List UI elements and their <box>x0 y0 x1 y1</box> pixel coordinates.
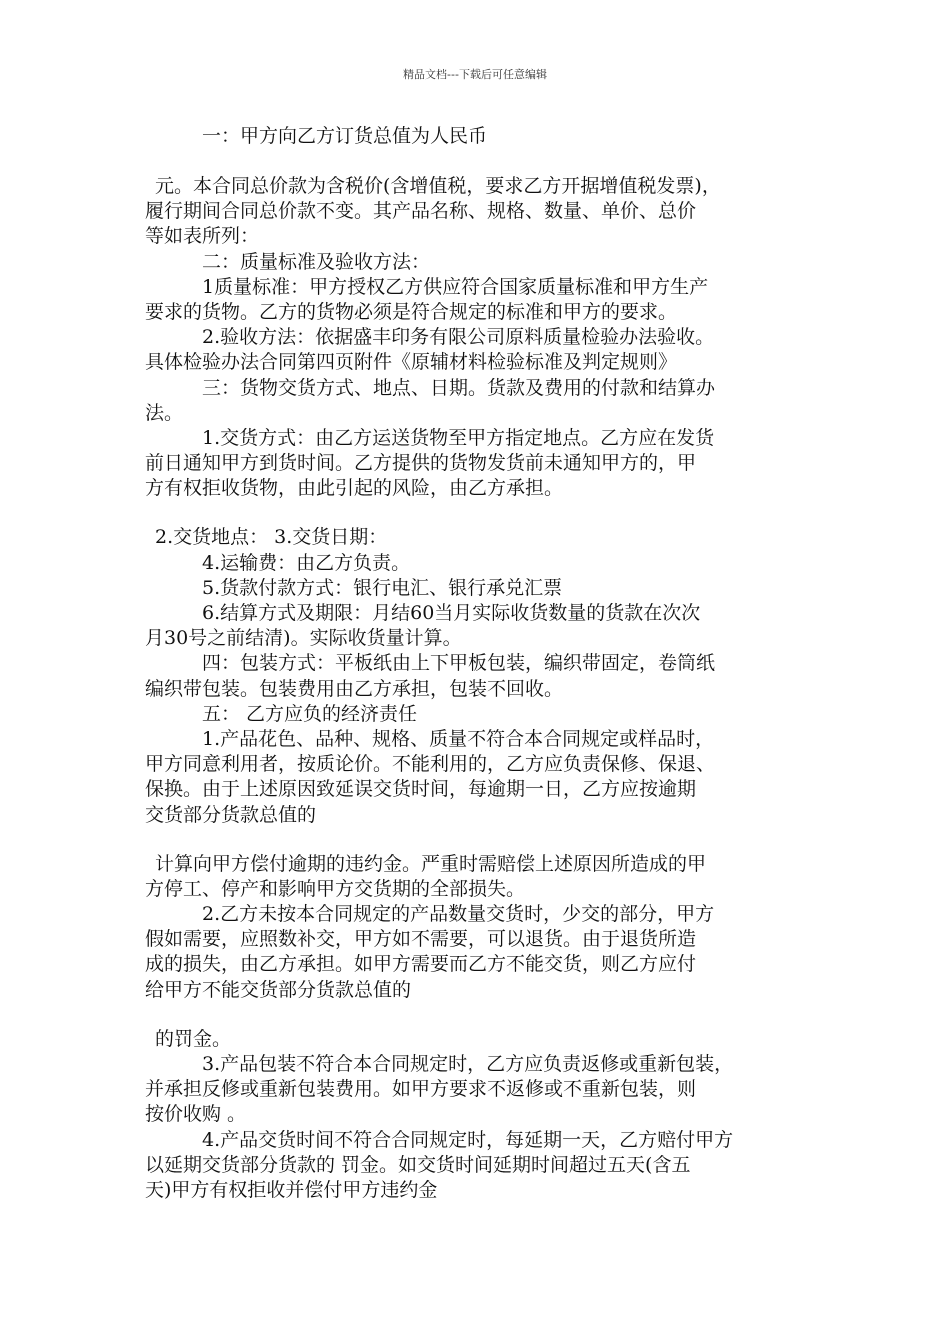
paragraph-line: 并承担反修或重新包装费用。如甲方要求不返修或不重新包装，则 <box>145 1078 697 1101</box>
paragraph-line: 1.交货方式：由乙方运送货物至甲方指定地点。乙方应在发货 <box>202 426 715 449</box>
page-header: 精品文档---下载后可任意编辑 <box>403 68 547 81</box>
paragraph-line: 6.结算方式及期限：月结60当月实际收货数量的货款在次次 <box>202 602 701 624</box>
paragraph-line: 月30号之前结清)。实际收货量计算。 <box>145 627 462 650</box>
paragraph-line: 方停工、停产和影响甲方交货期的全部损失。 <box>145 877 526 900</box>
paragraph-line: 1质量标准：甲方授权乙方供应符合国家质量标准和甲方生产 <box>202 275 709 298</box>
paragraph-line: 保换。由于上述原因致延误交货时间，每逾期一日，乙方应按逾期 <box>145 778 697 801</box>
paragraph-line: 甲方同意利用者，按质论价。不能利用的，乙方应负责保修、保退、 <box>145 753 716 776</box>
paragraph-line: 具体检验办法合同第四页附件《原辅材料检验标准及判定规则》 <box>145 351 678 374</box>
paragraph-line: 4.运输费：由乙方负责。 <box>202 551 411 574</box>
paragraph-line: 2.验收方法：依据盛丰印务有限公司原料质量检验办法验收。 <box>202 326 715 349</box>
section-heading: 四：包装方式：平板纸由上下甲板包装，编织带固定，卷筒纸 <box>202 652 716 675</box>
paragraph-line: 编织带包装。包装费用由乙方承担，包装不回收。 <box>145 677 564 700</box>
section-heading: 三：货物交货方式、地点、日期。货款及费用的付款和结算办 <box>202 376 716 399</box>
paragraph-line: 成的损失，由乙方承担。如甲方需要而乙方不能交货，则乙方应付 <box>145 953 697 976</box>
paragraph-line: 方有权拒收货物，由此引起的风险，由乙方承担。 <box>145 477 564 500</box>
paragraph-line: 2.乙方未按本合同规定的产品数量交货时，少交的部分，甲方 <box>202 903 715 926</box>
paragraph-line: 的罚金。 <box>155 1027 232 1050</box>
paragraph-line: 以延期交货部分货款的 罚金。如交货时间延期时间超过五天(含五 <box>145 1153 691 1176</box>
paragraph-line: 1.产品花色、品种、规格、质量不符合本合同规定或样品时， <box>202 727 715 750</box>
section-heading: 二：质量标准及验收方法： <box>202 250 431 273</box>
paragraph-line: 履行期间合同总价款不变。其产品名称、规格、数量、单价、总价 <box>145 200 697 223</box>
paragraph-line: 要求的货物。乙方的货物必须是符合规定的标准和甲方的要求。 <box>145 300 678 323</box>
section-heading: 一：甲方向乙方订货总值为人民币 <box>202 125 488 147</box>
paragraph-line: 天)甲方有权拒收并偿付甲方违约金 <box>145 1178 438 1201</box>
paragraph-line: 3.产品包装不符合本合同规定时，乙方应负责返修或重新包装， <box>202 1053 734 1075</box>
paragraph-line: 2.交货地点： 3.交货日期： <box>155 526 388 549</box>
paragraph-line: 等如表所列： <box>145 225 260 248</box>
paragraph-line: 前日通知甲方到货时间。乙方提供的货物发货前未通知甲方的，甲 <box>145 452 697 475</box>
paragraph-line: 4.产品交货时间不符合合同规定时，每延期一天，乙方赔付甲方 <box>202 1128 734 1151</box>
paragraph-line: 元。本合同总价款为含税价(含增值税，要求乙方开据增值税发票)， <box>155 175 721 197</box>
paragraph-line: 假如需要，应照数补交，甲方如不需要，可以退货。由于退货所造 <box>145 928 697 951</box>
paragraph-line: 按价收购 。 <box>145 1103 247 1126</box>
paragraph-line: 给甲方不能交货部分货款总值的 <box>145 978 412 1001</box>
paragraph-line: 计算向甲方偿付逾期的违约金。严重时需赔偿上述原因所造成的甲 <box>155 852 707 875</box>
paragraph-line: 法。 <box>145 401 184 424</box>
paragraph-line: 5.货款付款方式：银行电汇、银行承兑汇票 <box>202 576 563 599</box>
section-heading: 五： 乙方应负的经济责任 <box>202 702 418 725</box>
document-body <box>145 124 810 1203</box>
paragraph-line: 交货部分货款总值的 <box>145 803 317 826</box>
